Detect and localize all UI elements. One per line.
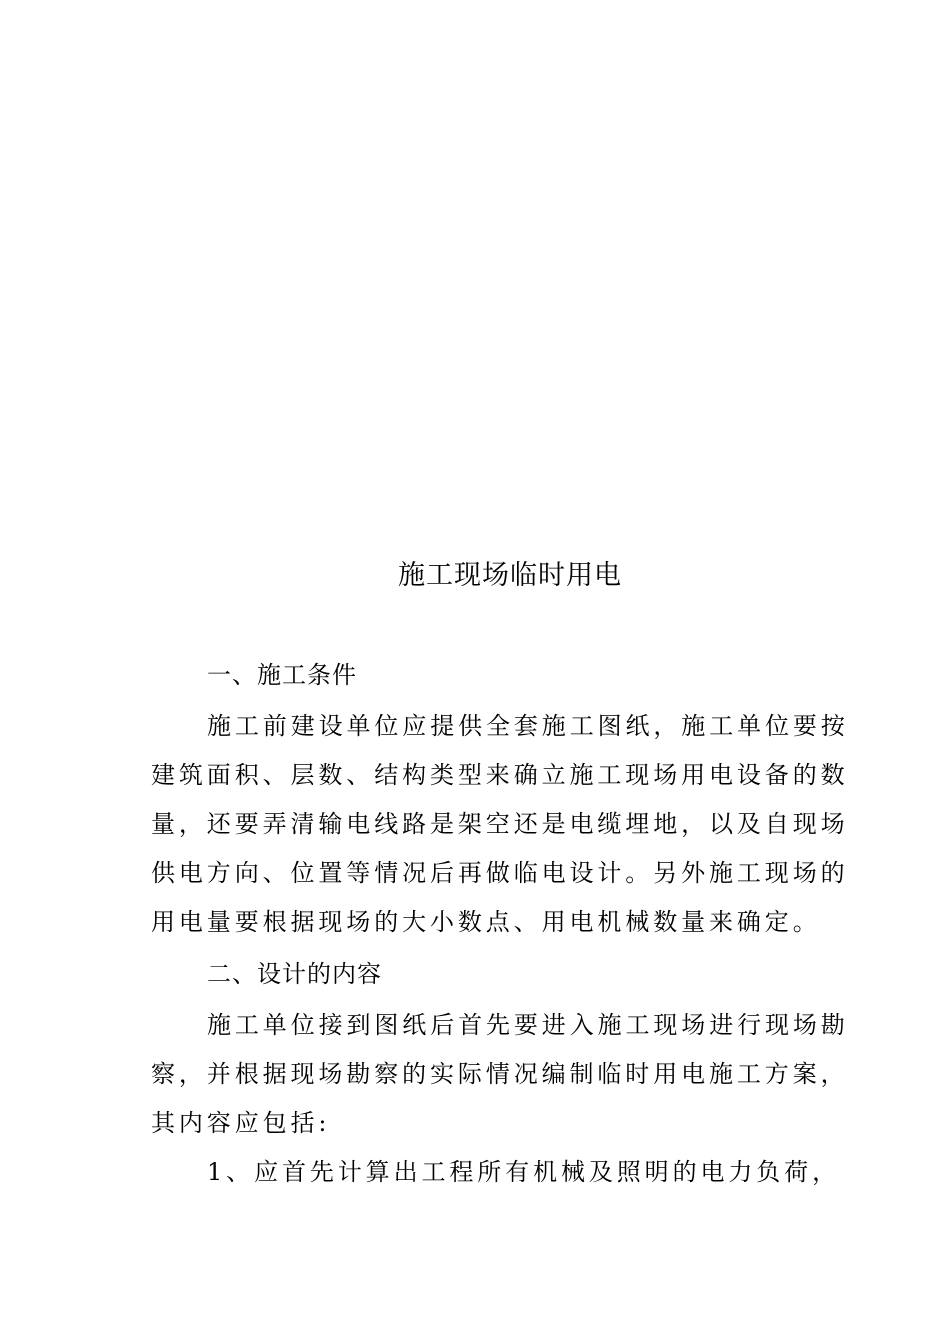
list-item-line: 1、应首先计算出工程所有机械及照明的电力负荷，	[207, 1158, 840, 1186]
paragraph-line: 施工单位接到图纸后首先要进入施工现场进行现场勘	[207, 1011, 849, 1039]
paragraph-line: 用电量要根据现场的大小数点、用电机械数量来确定。	[151, 908, 821, 936]
paragraph-line: 量，还要弄清输电线路是架空还是电缆埋地，以及自现场	[151, 810, 849, 838]
document-title: 施工现场临时用电	[398, 560, 622, 591]
paragraph-line: 供电方向、位置等情况后再做临电设计。另外施工现场的	[151, 859, 849, 887]
section-paragraph-design	[151, 1001, 849, 1197]
paragraph-line: 建筑面积、层数、结构类型来确立施工现场用电设备的数	[151, 761, 849, 789]
paragraph-line: 施工前建设单位应提供全套施工图纸，施工单位要按	[207, 712, 849, 740]
paragraph-line: 察，并根据现场勘察的实际情况编制临时用电施工方案，	[151, 1060, 849, 1088]
section-paragraph-conditions	[151, 702, 849, 947]
section-heading-conditions: 一、施工条件	[207, 661, 357, 689]
paragraph-line: 其内容应包括:	[151, 1109, 331, 1137]
section-heading-design: 二、设计的内容	[207, 960, 382, 988]
